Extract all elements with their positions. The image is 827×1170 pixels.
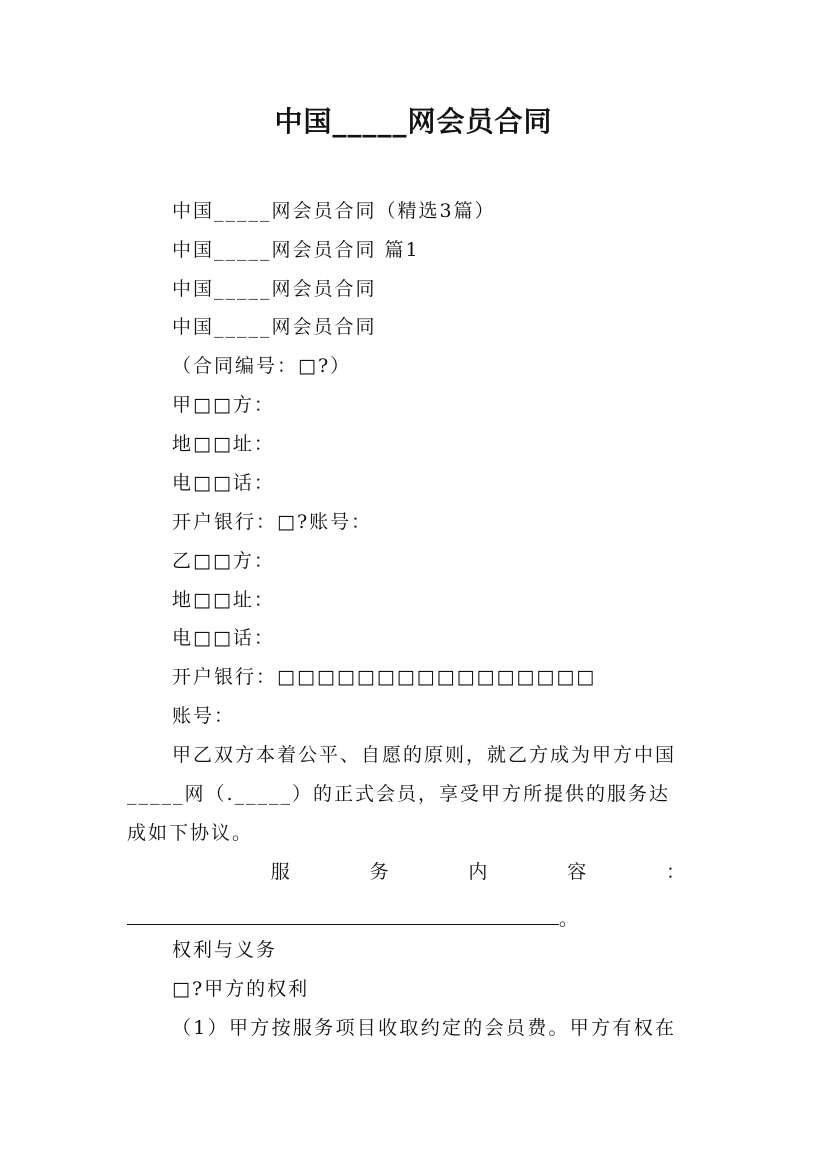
party-a-rights-heading: □?甲方的权利: [172, 978, 310, 1000]
contract-number-line: （合同编号：□?）: [172, 355, 352, 377]
party-b-line: 乙□□方：: [172, 550, 275, 572]
contract-name-line: 中国_____网会员合同: [172, 316, 377, 338]
document-title: 中国_____网会员合同: [274, 105, 553, 138]
phone-line: 电□□话：: [172, 627, 275, 649]
paragraph-line: _____网（._____）的正式会员，享受甲方所提供的服务达: [127, 783, 671, 805]
party-a-line: 甲□□方：: [172, 394, 275, 416]
clause-line: （1）甲方按服务项目收取约定的会员费。甲方有权在: [172, 1017, 677, 1039]
service-char: ：: [665, 861, 687, 883]
service-char: 服: [270, 861, 292, 883]
subtitle-line: 中国_____网会员合同（精选3篇）: [172, 200, 496, 222]
contract-name-line: 中国_____网会员合同: [172, 278, 377, 300]
address-line: 地□□址：: [172, 589, 275, 611]
phone-line: 电□□话：: [172, 472, 275, 494]
rights-heading: 权利与义务: [172, 939, 278, 961]
service-char: 容: [567, 861, 589, 883]
address-line: 地□□址：: [172, 433, 275, 455]
blank-underline: [127, 906, 559, 925]
service-content-line: [172, 859, 687, 885]
paragraph-line: 成如下协议。: [127, 822, 254, 844]
service-blank-line: [127, 906, 578, 932]
period: 。: [559, 908, 579, 930]
paragraph-line: 甲乙双方本着公平、自愿的原则，就乙方成为甲方中国: [172, 744, 677, 766]
section-heading: 中国_____网会员合同 篇1: [172, 239, 420, 261]
service-char: 内: [468, 861, 490, 883]
service-char: 务: [369, 861, 391, 883]
bank-line: 开户银行：□□□□□□□□□□□□□□□□: [172, 666, 597, 688]
account-line: 账号：: [172, 705, 236, 727]
bank-line: 开户银行：□?账号：: [172, 511, 373, 533]
